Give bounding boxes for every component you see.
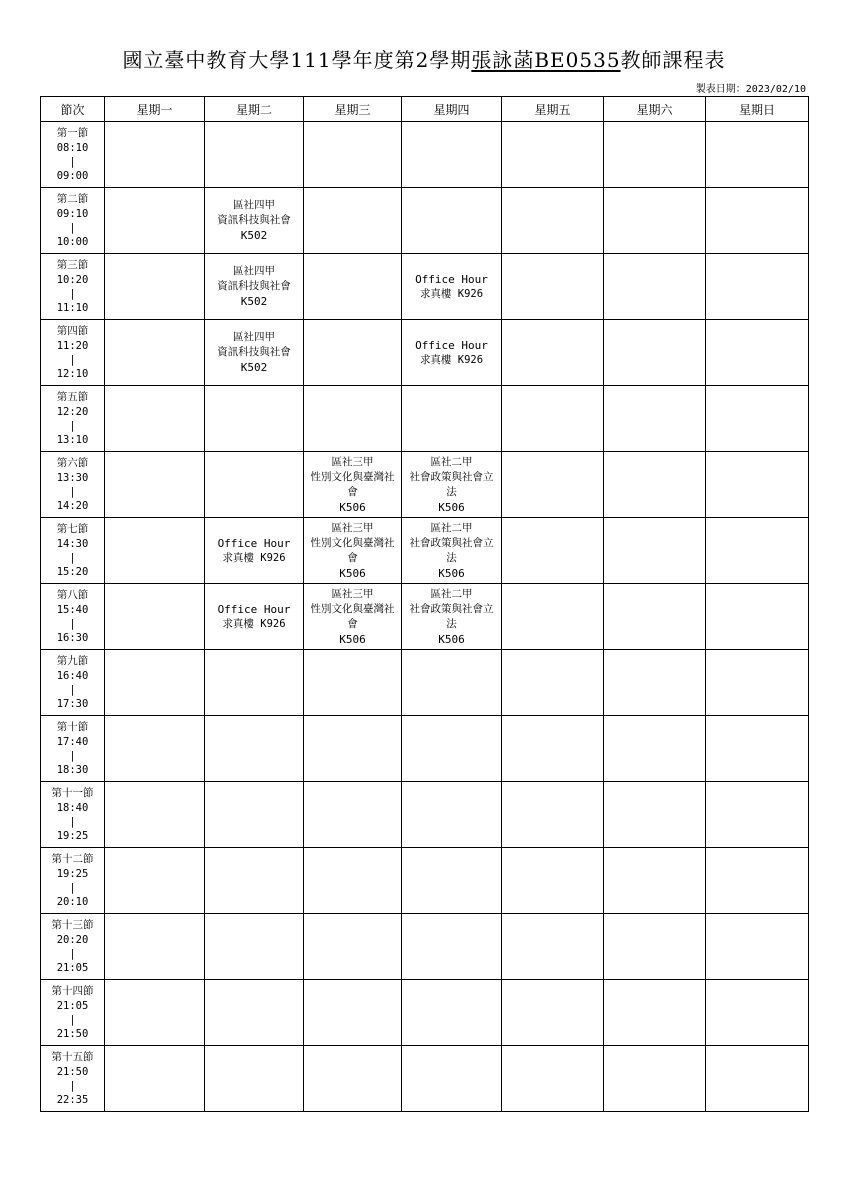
period-name: 第八節 bbox=[56, 588, 89, 601]
period-row bbox=[41, 980, 809, 1046]
course-entry bbox=[205, 330, 303, 375]
slot-tuesday bbox=[205, 650, 304, 716]
period-end: 16:30 bbox=[56, 631, 89, 644]
course-entry bbox=[402, 272, 501, 302]
course-entry bbox=[304, 455, 401, 515]
period-separator: | bbox=[69, 221, 76, 234]
slot-thursday bbox=[402, 584, 502, 650]
course-line: K506 bbox=[438, 632, 465, 646]
slot-thursday bbox=[402, 980, 502, 1046]
period-name: 第十三節 bbox=[51, 918, 94, 931]
period-end: 17:30 bbox=[56, 697, 89, 710]
course-line: 區社二甲 bbox=[430, 521, 473, 534]
slot-thursday bbox=[402, 1046, 502, 1112]
slot-sunday bbox=[706, 320, 809, 386]
slot-thursday bbox=[402, 716, 502, 782]
slot-wednesday bbox=[304, 518, 402, 584]
period-cell bbox=[41, 122, 105, 188]
slot-sunday bbox=[706, 518, 809, 584]
slot-saturday bbox=[604, 386, 706, 452]
slot-friday bbox=[502, 782, 604, 848]
period-cell bbox=[41, 914, 105, 980]
period-end: 09:00 bbox=[56, 169, 89, 182]
course-line: 區社四甲 bbox=[233, 199, 275, 211]
course-line: Office Hour bbox=[415, 272, 488, 286]
period-cell bbox=[41, 188, 105, 254]
slot-friday bbox=[502, 122, 604, 188]
period-cell bbox=[41, 452, 105, 518]
course-line: K506 bbox=[438, 566, 465, 580]
slot-sunday bbox=[706, 914, 809, 980]
slot-saturday bbox=[604, 122, 706, 188]
header-thursday: 星期四 bbox=[402, 97, 502, 122]
course-line: 法 bbox=[446, 617, 457, 630]
course-entry bbox=[205, 536, 303, 566]
period-end: 20:10 bbox=[56, 895, 89, 908]
slot-friday bbox=[502, 386, 604, 452]
period-end: 15:20 bbox=[56, 565, 89, 578]
slot-thursday bbox=[402, 320, 502, 386]
slot-monday bbox=[105, 584, 205, 650]
period-separator: | bbox=[69, 617, 76, 630]
period-cell bbox=[41, 518, 105, 584]
header-period: 節次 bbox=[41, 97, 105, 122]
period-name: 第三節 bbox=[56, 258, 89, 271]
period-row bbox=[41, 518, 809, 584]
slot-tuesday bbox=[205, 584, 304, 650]
period-end: 19:25 bbox=[56, 829, 89, 842]
slot-monday bbox=[105, 518, 205, 584]
period-row bbox=[41, 914, 809, 980]
period-row bbox=[41, 188, 809, 254]
slot-sunday bbox=[706, 254, 809, 320]
course-line: 區社二甲 bbox=[430, 587, 473, 600]
course-line: 法 bbox=[446, 551, 457, 564]
slot-saturday bbox=[604, 782, 706, 848]
period-name: 第十二節 bbox=[51, 852, 94, 865]
course-line: Office Hour bbox=[217, 602, 291, 616]
period-start: 21:50 bbox=[56, 1065, 89, 1078]
period-name: 第十一節 bbox=[51, 786, 94, 799]
slot-saturday bbox=[604, 716, 706, 782]
slot-wednesday bbox=[304, 122, 402, 188]
teacher-name-id: 張詠菡BE0535 bbox=[471, 48, 621, 72]
slot-saturday bbox=[604, 980, 706, 1046]
slot-sunday bbox=[706, 386, 809, 452]
slot-monday bbox=[105, 122, 205, 188]
slot-friday bbox=[502, 254, 604, 320]
course-line: 資訊科技與社會 bbox=[217, 346, 291, 358]
slot-saturday bbox=[604, 914, 706, 980]
period-start: 08:10 bbox=[56, 141, 89, 154]
period-separator: | bbox=[69, 485, 76, 498]
course-line: 社會政策與社會立 bbox=[409, 602, 494, 615]
course-line: 區社四甲 bbox=[233, 331, 275, 343]
course-line: K502 bbox=[240, 229, 268, 242]
slot-friday bbox=[502, 320, 604, 386]
period-end: 13:10 bbox=[56, 433, 89, 446]
course-line: 求真樓 K926 bbox=[222, 617, 286, 630]
slot-wednesday bbox=[304, 1046, 402, 1112]
course-line: 社會政策與社會立 bbox=[409, 470, 494, 483]
slot-friday bbox=[502, 584, 604, 650]
slot-monday bbox=[105, 914, 205, 980]
slot-monday bbox=[105, 320, 205, 386]
slot-thursday bbox=[402, 386, 502, 452]
header-row bbox=[41, 97, 809, 122]
course-line: 區社三甲 bbox=[331, 587, 374, 600]
period-cell bbox=[41, 782, 105, 848]
slot-thursday bbox=[402, 452, 502, 518]
slot-sunday bbox=[706, 584, 809, 650]
slot-monday bbox=[105, 980, 205, 1046]
header-saturday: 星期六 bbox=[604, 97, 706, 122]
course-line: 區社三甲 bbox=[331, 455, 374, 468]
course-line: K502 bbox=[240, 361, 268, 374]
slot-saturday bbox=[604, 188, 706, 254]
slot-thursday bbox=[402, 650, 502, 716]
slot-tuesday bbox=[205, 386, 304, 452]
slot-friday bbox=[502, 914, 604, 980]
course-entry bbox=[205, 602, 303, 632]
slot-thursday bbox=[402, 254, 502, 320]
course-line: K506 bbox=[339, 500, 366, 514]
period-start: 11:20 bbox=[56, 339, 89, 352]
slot-sunday bbox=[706, 1046, 809, 1112]
period-cell bbox=[41, 254, 105, 320]
course-line: 性別文化與臺灣社 bbox=[310, 602, 395, 615]
course-entry bbox=[402, 455, 501, 515]
slot-friday bbox=[502, 1046, 604, 1112]
slot-tuesday bbox=[205, 980, 304, 1046]
course-line: 求真樓 K926 bbox=[419, 287, 484, 300]
slot-tuesday bbox=[205, 1046, 304, 1112]
course-line: K502 bbox=[240, 295, 268, 308]
slot-monday bbox=[105, 1046, 205, 1112]
slot-monday bbox=[105, 452, 205, 518]
period-row bbox=[41, 584, 809, 650]
period-row bbox=[41, 386, 809, 452]
slot-sunday bbox=[706, 452, 809, 518]
slot-thursday bbox=[402, 122, 502, 188]
period-separator: | bbox=[69, 881, 76, 894]
course-entry bbox=[304, 587, 401, 647]
course-entry bbox=[205, 264, 303, 309]
period-cell bbox=[41, 386, 105, 452]
slot-friday bbox=[502, 848, 604, 914]
course-entry bbox=[304, 521, 401, 581]
slot-friday bbox=[502, 188, 604, 254]
period-separator: | bbox=[69, 1013, 76, 1026]
period-start: 14:30 bbox=[56, 537, 89, 550]
period-start: 18:40 bbox=[56, 801, 89, 814]
slot-thursday bbox=[402, 188, 502, 254]
course-line: K506 bbox=[339, 632, 366, 646]
slot-wednesday bbox=[304, 980, 402, 1046]
slot-tuesday bbox=[205, 848, 304, 914]
slot-tuesday bbox=[205, 320, 304, 386]
slot-saturday bbox=[604, 650, 706, 716]
period-end: 12:10 bbox=[56, 367, 89, 380]
slot-saturday bbox=[604, 1046, 706, 1112]
slot-thursday bbox=[402, 914, 502, 980]
slot-wednesday bbox=[304, 254, 402, 320]
period-start: 17:40 bbox=[56, 735, 89, 748]
course-line: 資訊科技與社會 bbox=[217, 214, 291, 226]
schedule-body bbox=[41, 122, 809, 1112]
page-title bbox=[0, 44, 848, 73]
slot-saturday bbox=[604, 848, 706, 914]
period-separator: | bbox=[69, 155, 76, 168]
header-friday: 星期五 bbox=[502, 97, 604, 122]
print-date: 製表日期：2023/02/10 bbox=[695, 84, 806, 95]
period-cell bbox=[41, 584, 105, 650]
period-end: 14:20 bbox=[56, 499, 89, 512]
course-entry bbox=[205, 198, 303, 243]
slot-tuesday bbox=[205, 518, 304, 584]
slot-wednesday bbox=[304, 848, 402, 914]
slot-sunday bbox=[706, 980, 809, 1046]
slot-saturday bbox=[604, 452, 706, 518]
course-line: 資訊科技與社會 bbox=[217, 280, 291, 292]
period-row bbox=[41, 122, 809, 188]
period-start: 20:20 bbox=[56, 933, 89, 946]
period-row bbox=[41, 782, 809, 848]
period-start: 21:05 bbox=[56, 999, 89, 1012]
period-name: 第五節 bbox=[56, 390, 89, 403]
period-separator: | bbox=[69, 419, 76, 432]
slot-wednesday bbox=[304, 782, 402, 848]
course-line: K506 bbox=[339, 566, 366, 580]
title-prefix: 國立臺中教育大學111學年度第2學期 bbox=[122, 48, 472, 72]
period-end: 21:05 bbox=[56, 961, 89, 974]
period-cell bbox=[41, 980, 105, 1046]
course-entry bbox=[402, 587, 501, 647]
period-cell bbox=[41, 320, 105, 386]
header-wednesday: 星期三 bbox=[304, 97, 402, 122]
period-start: 10:20 bbox=[56, 273, 89, 286]
period-row bbox=[41, 254, 809, 320]
period-row bbox=[41, 848, 809, 914]
period-separator: | bbox=[69, 815, 76, 828]
slot-monday bbox=[105, 386, 205, 452]
period-end: 11:10 bbox=[56, 301, 89, 314]
period-cell bbox=[41, 848, 105, 914]
slot-monday bbox=[105, 716, 205, 782]
slot-wednesday bbox=[304, 320, 402, 386]
period-separator: | bbox=[69, 1079, 76, 1092]
course-line: Office Hour bbox=[217, 536, 291, 550]
period-start: 15:40 bbox=[56, 603, 89, 616]
period-start: 19:25 bbox=[56, 867, 89, 880]
slot-wednesday bbox=[304, 914, 402, 980]
slot-tuesday bbox=[205, 716, 304, 782]
slot-tuesday bbox=[205, 122, 304, 188]
slot-wednesday bbox=[304, 650, 402, 716]
period-row bbox=[41, 716, 809, 782]
period-row bbox=[41, 452, 809, 518]
slot-sunday bbox=[706, 650, 809, 716]
slot-sunday bbox=[706, 188, 809, 254]
period-name: 第四節 bbox=[56, 324, 89, 337]
slot-monday bbox=[105, 188, 205, 254]
slot-wednesday bbox=[304, 452, 402, 518]
course-line: 性別文化與臺灣社 bbox=[310, 470, 395, 483]
period-start: 12:20 bbox=[56, 405, 89, 418]
period-separator: | bbox=[69, 749, 76, 762]
slot-monday bbox=[105, 650, 205, 716]
period-name: 第十五節 bbox=[51, 1050, 94, 1063]
slot-sunday bbox=[706, 716, 809, 782]
period-cell bbox=[41, 716, 105, 782]
course-line: 會 bbox=[347, 617, 358, 630]
course-line: 社會政策與社會立 bbox=[409, 536, 494, 549]
course-line: 法 bbox=[446, 485, 457, 498]
slot-wednesday bbox=[304, 386, 402, 452]
period-cell bbox=[41, 650, 105, 716]
slot-friday bbox=[502, 452, 604, 518]
period-separator: | bbox=[69, 551, 76, 564]
slot-tuesday bbox=[205, 452, 304, 518]
slot-tuesday bbox=[205, 254, 304, 320]
period-row bbox=[41, 320, 809, 386]
period-separator: | bbox=[69, 683, 76, 696]
slot-sunday bbox=[706, 848, 809, 914]
period-separator: | bbox=[69, 287, 76, 300]
period-start: 09:10 bbox=[56, 207, 89, 220]
header-monday: 星期一 bbox=[105, 97, 205, 122]
slot-wednesday bbox=[304, 716, 402, 782]
slot-friday bbox=[502, 650, 604, 716]
course-entry bbox=[402, 521, 501, 581]
course-entry bbox=[402, 338, 501, 368]
period-name: 第十節 bbox=[56, 720, 89, 733]
period-separator: | bbox=[69, 947, 76, 960]
course-line: 會 bbox=[347, 551, 358, 564]
course-line: 區社四甲 bbox=[233, 265, 275, 277]
slot-sunday bbox=[706, 122, 809, 188]
slot-friday bbox=[502, 518, 604, 584]
slot-wednesday bbox=[304, 188, 402, 254]
period-end: 22:35 bbox=[56, 1093, 89, 1106]
course-line: 會 bbox=[347, 485, 358, 498]
period-start: 13:30 bbox=[56, 471, 89, 484]
course-line: 求真樓 K926 bbox=[419, 353, 484, 366]
slot-wednesday bbox=[304, 584, 402, 650]
period-name: 第一節 bbox=[56, 126, 89, 139]
slot-thursday bbox=[402, 518, 502, 584]
slot-saturday bbox=[604, 584, 706, 650]
period-name: 第六節 bbox=[56, 456, 89, 469]
slot-tuesday bbox=[205, 914, 304, 980]
period-row bbox=[41, 650, 809, 716]
period-name: 第二節 bbox=[56, 192, 89, 205]
course-line: 區社三甲 bbox=[331, 521, 374, 534]
period-separator: | bbox=[69, 353, 76, 366]
period-cell bbox=[41, 1046, 105, 1112]
slot-friday bbox=[502, 716, 604, 782]
period-name: 第九節 bbox=[56, 654, 89, 667]
slot-saturday bbox=[604, 320, 706, 386]
slot-monday bbox=[105, 848, 205, 914]
schedule-table bbox=[40, 96, 809, 1112]
slot-thursday bbox=[402, 848, 502, 914]
slot-saturday bbox=[604, 518, 706, 584]
period-end: 18:30 bbox=[56, 763, 89, 776]
course-line: Office Hour bbox=[415, 338, 488, 352]
course-line: 區社二甲 bbox=[430, 455, 473, 468]
course-line: K506 bbox=[438, 500, 465, 514]
header-tuesday: 星期二 bbox=[205, 97, 304, 122]
slot-tuesday bbox=[205, 188, 304, 254]
title-suffix: 教師課程表 bbox=[620, 48, 726, 72]
period-name: 第七節 bbox=[56, 522, 89, 535]
period-row bbox=[41, 1046, 809, 1112]
slot-thursday bbox=[402, 782, 502, 848]
slot-friday bbox=[502, 980, 604, 1046]
period-end: 10:00 bbox=[56, 235, 89, 248]
header-sunday: 星期日 bbox=[706, 97, 809, 122]
course-line: 求真樓 K926 bbox=[222, 551, 286, 564]
period-end: 21:50 bbox=[56, 1027, 89, 1040]
slot-tuesday bbox=[205, 782, 304, 848]
slot-sunday bbox=[706, 782, 809, 848]
course-line: 性別文化與臺灣社 bbox=[310, 536, 395, 549]
slot-saturday bbox=[604, 254, 706, 320]
period-start: 16:40 bbox=[56, 669, 89, 682]
slot-monday bbox=[105, 254, 205, 320]
period-name: 第十四節 bbox=[51, 984, 94, 997]
slot-monday bbox=[105, 782, 205, 848]
